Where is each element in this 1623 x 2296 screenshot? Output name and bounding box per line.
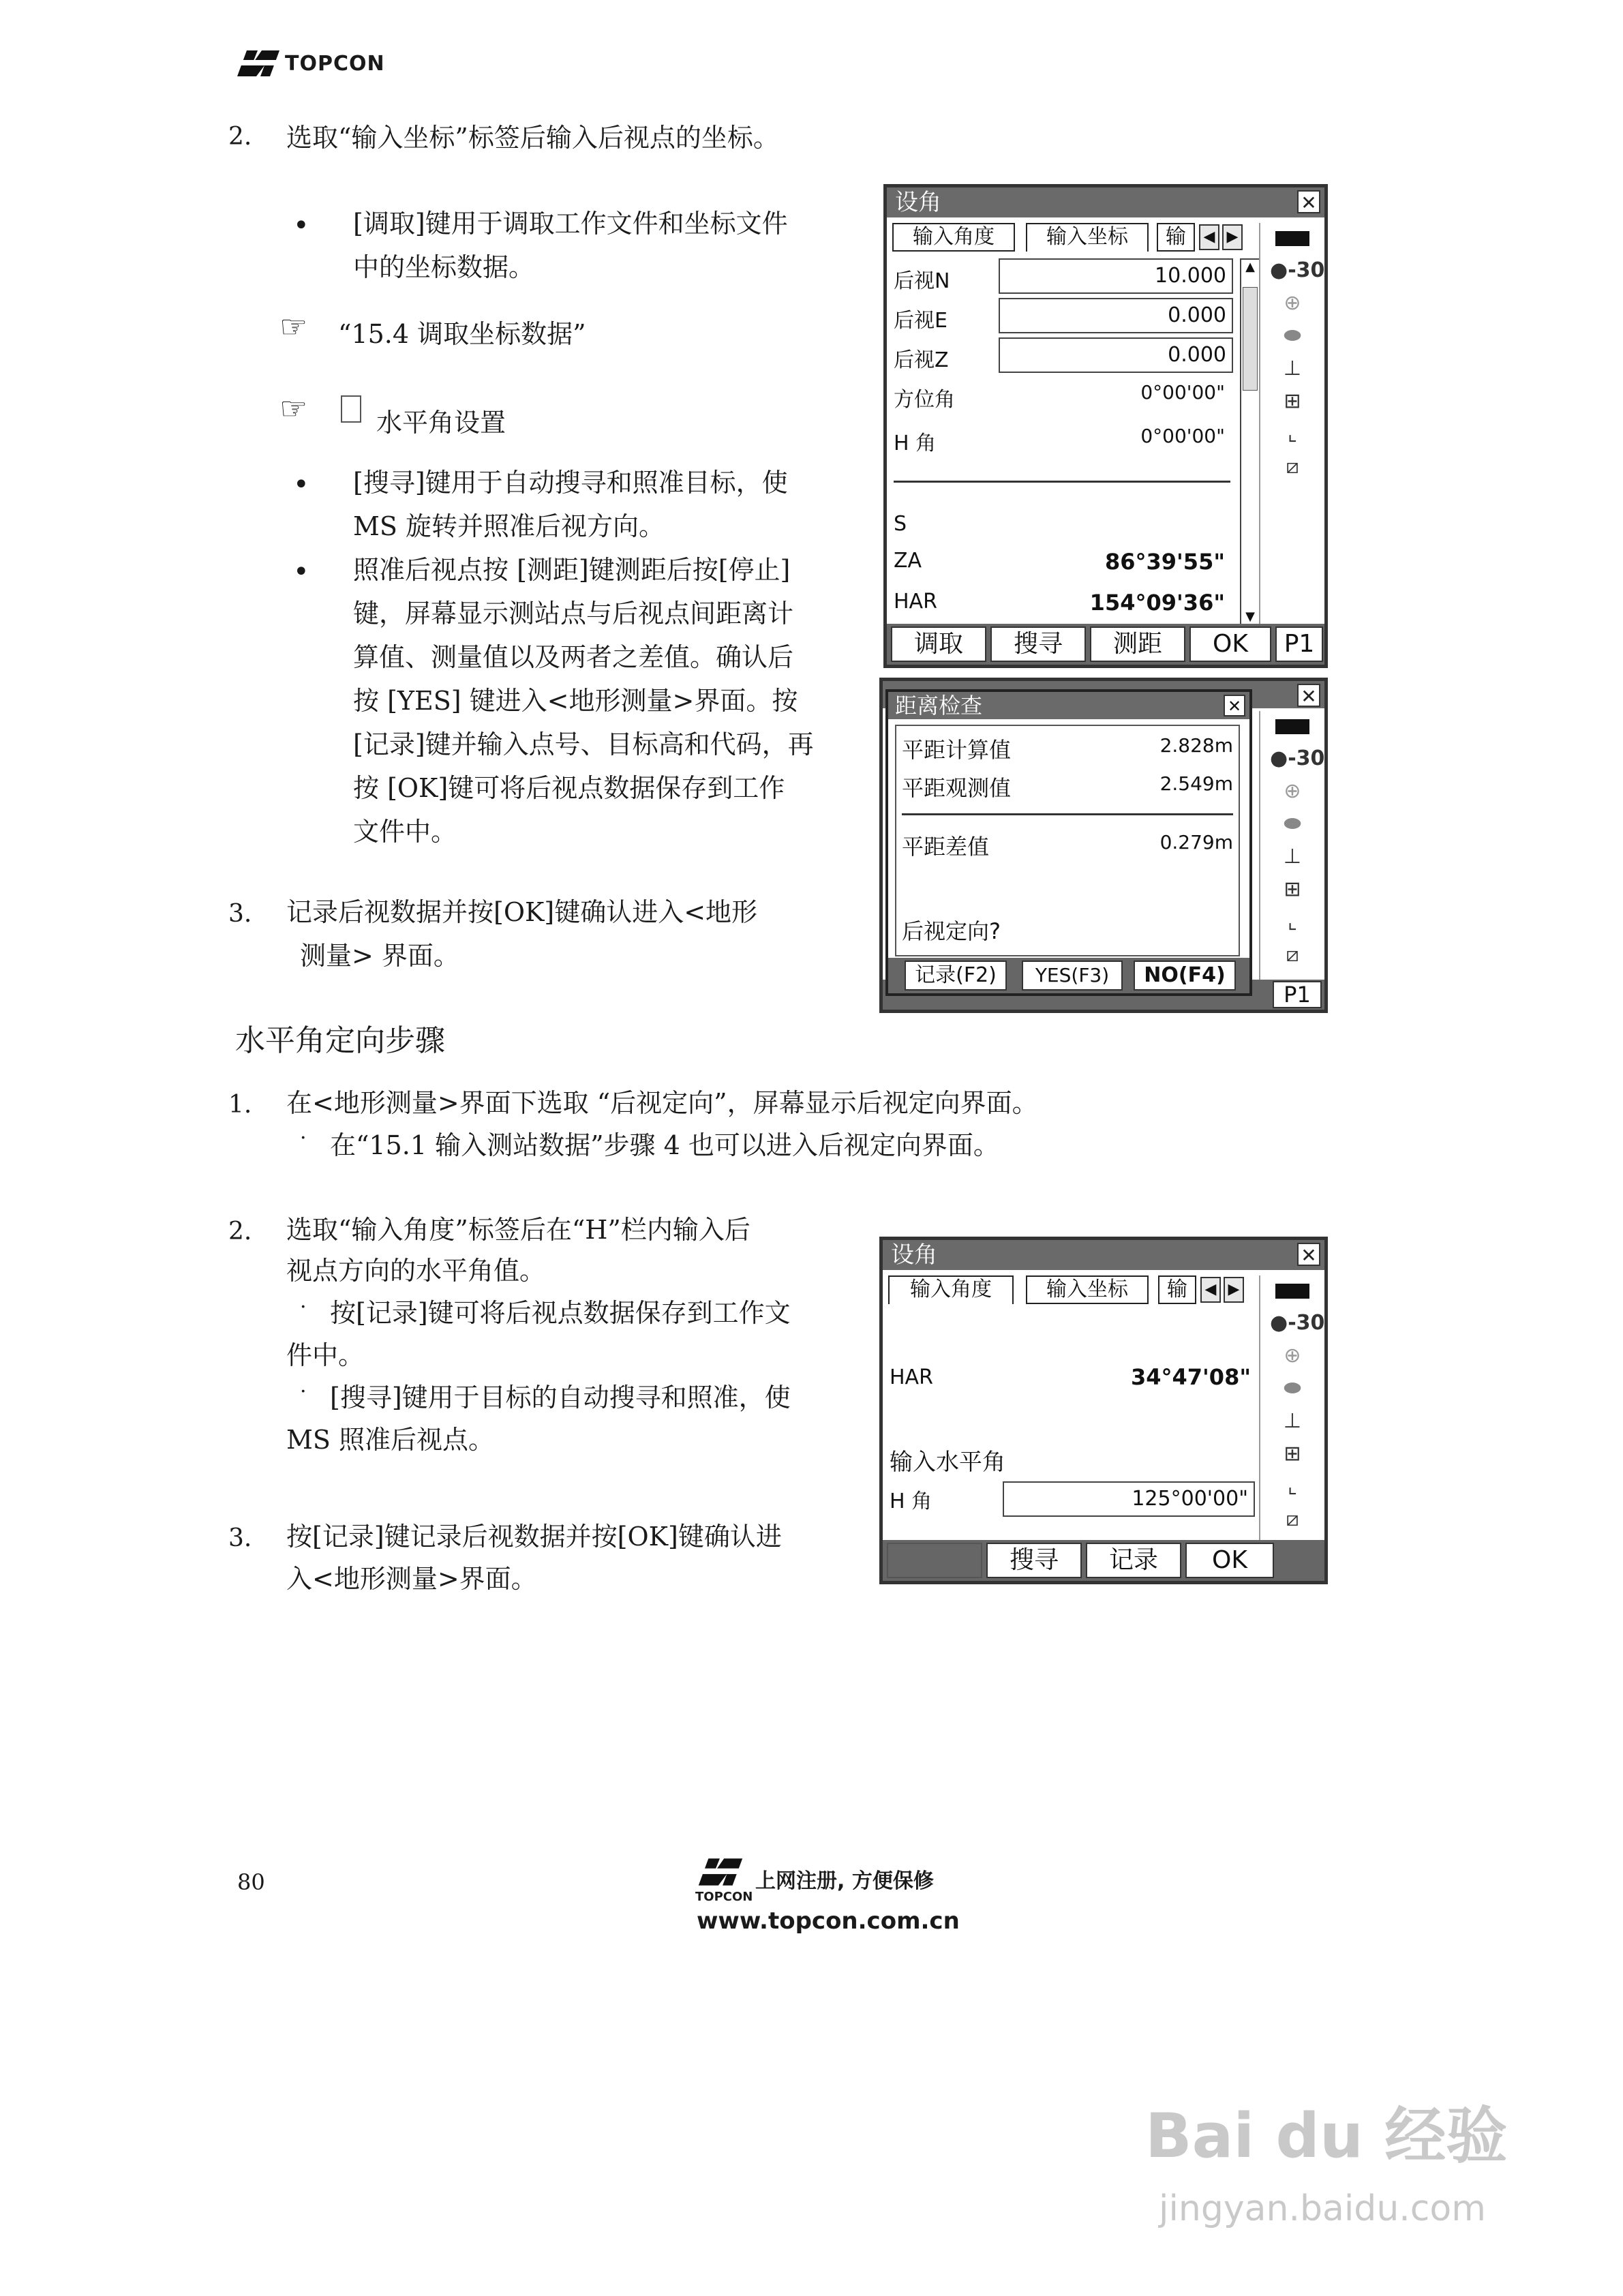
recall-button[interactable]: 调取 <box>891 626 986 662</box>
pointing-hand-icon: ☞ <box>279 390 308 427</box>
footer-url: www.topcon.com.cn <box>697 1907 960 1935</box>
har-value: 34°47'08" <box>1130 1364 1251 1390</box>
instrument-icon: ⊞ <box>1284 389 1301 413</box>
bullet-dot: • <box>293 210 309 241</box>
tab-right-arrow-icon[interactable]: ▶ <box>1222 224 1243 250</box>
ref2-text: 水平角设置 <box>376 408 506 438</box>
bullet3-line: 算值、测量值以及两者之差值。确认后 <box>353 642 794 672</box>
screen2-panel <box>879 678 1328 1013</box>
ok-button[interactable]: OK <box>1189 626 1271 662</box>
dialog-close-button[interactable]: ✕ <box>1224 695 1245 716</box>
tilt-icon: ⊥ <box>1283 1409 1302 1433</box>
bullet2-line2: MS 旋转并照准后视方向。 <box>353 511 665 541</box>
screen1-titlebar <box>887 187 1324 217</box>
status-sidebar <box>1259 1275 1324 1540</box>
s-label: S <box>894 512 907 536</box>
har-label: HAR <box>894 590 937 614</box>
tab-input-angle[interactable]: 输入角度 <box>892 223 1015 252</box>
row-value: 2.549m <box>1159 772 1233 795</box>
s2-number: 2. <box>228 1218 252 1245</box>
screen1-panel <box>883 184 1328 668</box>
header-brand: TOPCON <box>285 52 385 76</box>
bullet2-line1: [搜寻]键用于自动搜寻和照准目标，使 <box>353 468 788 498</box>
screen1-title: 设角 <box>895 189 941 216</box>
bullet1-line2: 中的坐标数据。 <box>353 252 535 282</box>
topcon-logo-icon <box>232 46 286 82</box>
prism-constant: ●-30 <box>1270 1311 1325 1335</box>
tab-input-coord[interactable]: 输入坐标 <box>1026 1275 1149 1304</box>
prism-constant: ●-30 <box>1270 746 1325 770</box>
row-label: 平距观测值 <box>902 775 1012 801</box>
input-mode-icon: ⧄ <box>1286 943 1299 967</box>
s2-b1-line1: 按[记录]键可将后视点数据保存到工作文 <box>330 1298 791 1328</box>
bullet3-line: 文件中。 <box>353 817 457 847</box>
prism-constant: ●-30 <box>1270 258 1325 282</box>
row-value: 2.828m <box>1159 734 1233 757</box>
step3a-line1: 记录后视数据并按[OK]键确认进入<地形 <box>286 897 758 927</box>
battery-icon <box>1270 714 1315 741</box>
input-hangle-label: 输入水平角 <box>890 1449 1005 1476</box>
target-icon: ⊕ <box>1284 1344 1301 1368</box>
h-angle-label: H 角 <box>894 432 937 455</box>
scroll-thumb[interactable] <box>1243 287 1258 391</box>
footer-brand: TOPCON <box>695 1890 753 1904</box>
section-title: 水平角定向步骤 <box>235 1023 445 1058</box>
step3a-number: 3. <box>228 900 252 928</box>
prism-constant-value: -30 <box>1288 258 1325 282</box>
za-label: ZA <box>894 549 922 573</box>
tab-input-angle[interactable]: 输入角度 <box>888 1275 1014 1304</box>
backsight-n-field[interactable]: 10.000 <box>999 258 1233 294</box>
bullet-dot: · <box>300 1126 307 1150</box>
s2-line1: 选取“输入角度”标签后在“H”栏内输入后 <box>286 1215 750 1245</box>
row-label: 平距差值 <box>902 834 990 860</box>
za-value: 86°39'55" <box>1104 549 1225 575</box>
tab-left-arrow-icon[interactable]: ◀ <box>1200 1277 1221 1303</box>
bullet3-line: 按 [OK]键可将后视点数据保存到工作 <box>353 773 785 803</box>
step3a-line2: 测量> 界面。 <box>300 941 459 971</box>
battery-icon <box>1270 1278 1315 1305</box>
step2a-text: 选取“输入坐标”标签后输入后视点的坐标。 <box>286 123 779 153</box>
pointing-hand-icon: ☞ <box>279 308 308 345</box>
screen3-title: 设角 <box>891 1241 937 1269</box>
h-angle-value: 0°00'00" <box>1140 425 1225 447</box>
s2-b2-line1: [搜寻]键用于目标的自动搜寻和照准，使 <box>330 1383 791 1413</box>
s3-number: 3. <box>228 1524 252 1552</box>
s3-line2: 入<地形测量>界面。 <box>286 1564 537 1594</box>
signal-icon: ⌞ <box>1287 422 1298 446</box>
step2a-number: 2. <box>228 123 252 151</box>
s1-number: 1. <box>228 1091 252 1119</box>
scroll-down-icon[interactable]: ▼ <box>1245 609 1255 624</box>
page-button[interactable]: P1 <box>1273 981 1322 1008</box>
bullet3 <box>353 548 814 854</box>
prism-constant-value: -30 <box>1288 1311 1325 1335</box>
watermark-brand: Bai du 经验 <box>1145 2100 1508 2172</box>
laser-icon: ⬬ <box>1284 1376 1301 1400</box>
dialog-button-bar <box>888 958 1249 993</box>
backsight-z-field[interactable]: 0.000 <box>999 337 1233 373</box>
s1-text: 在<地形测量>界面下选取 “后视定向”，屏幕显示后视定向界面。 <box>286 1088 1038 1118</box>
bullet-dot: • <box>293 469 309 500</box>
footer-slogan: 上网注册, 方便保修 <box>755 1869 934 1893</box>
search-button[interactable]: 搜寻 <box>986 1543 1082 1578</box>
footer-logo <box>693 1854 979 1936</box>
baidu-watermark <box>1145 2086 1568 2263</box>
divider <box>902 813 1233 815</box>
dialog-body <box>895 725 1240 956</box>
page-number: 80 <box>237 1869 265 1895</box>
h-angle-label: H 角 <box>890 1490 932 1513</box>
s1-sub: 在“15.1 输入测站数据”步骤 4 也可以进入后视定向界面。 <box>330 1130 999 1160</box>
tab-more[interactable]: 输 <box>1157 223 1195 252</box>
scroll-up-icon[interactable]: ▲ <box>1245 260 1255 274</box>
record-button[interactable]: 记录 <box>1086 1543 1181 1578</box>
tab-more[interactable]: 输 <box>1158 1275 1196 1304</box>
bullet3-line: [记录]键并输入点号、目标高和代码，再 <box>353 729 814 759</box>
bullet1-line1: [调取]键用于调取工作文件和坐标文件 <box>353 209 788 239</box>
tab-input-coord[interactable]: 输入坐标 <box>1026 223 1149 252</box>
tilt-icon: ⊥ <box>1283 357 1302 380</box>
distance-check-dialog <box>885 689 1252 996</box>
s3-line1: 按[记录]键记录后视数据并按[OK]键确认进 <box>286 1522 782 1552</box>
bullet-dot: · <box>300 1295 307 1319</box>
tab-right-arrow-icon[interactable]: ▶ <box>1224 1277 1244 1303</box>
ok-button[interactable]: OK <box>1185 1543 1274 1578</box>
bullet-dot: • <box>293 556 309 588</box>
signal-icon: ⌞ <box>1287 910 1298 934</box>
s2-b2-line2: MS 照准后视点。 <box>286 1425 495 1455</box>
close-button[interactable]: ✕ <box>1297 1243 1320 1266</box>
close-button[interactable]: ✕ <box>1297 190 1320 213</box>
yes-button[interactable]: YES(F3) <box>1022 961 1123 991</box>
watermark-url: jingyan.baidu.com <box>1159 2188 1486 2229</box>
input-mode-icon: ⧄ <box>1286 455 1299 479</box>
search-button[interactable]: 搜寻 <box>990 626 1086 662</box>
screen3-panel <box>879 1237 1328 1584</box>
dialog-title: 距离检查 <box>895 693 983 719</box>
prism-constant-value: -30 <box>1288 746 1325 770</box>
divider <box>894 481 1230 483</box>
har-label: HAR <box>890 1365 933 1389</box>
empty-softkey[interactable] <box>887 1543 982 1578</box>
har-value: 154°09'36" <box>1089 590 1225 616</box>
azimuth-label: 方位角 <box>894 388 955 412</box>
instrument-icon: ⊞ <box>1284 877 1301 901</box>
laser-icon: ⬬ <box>1284 812 1301 836</box>
dialog-titlebar <box>888 692 1249 719</box>
row-label: 后视E <box>894 309 947 333</box>
bullet-dot: · <box>300 1380 307 1404</box>
s2-b1-line2: 件中。 <box>286 1340 365 1370</box>
azimuth-value: 0°00'00" <box>1140 381 1225 404</box>
ref1-text: “15.4 调取坐标数据” <box>338 319 586 349</box>
bullet3-line: 照准后视点按 [测距]键测距后按[停止] <box>353 555 791 585</box>
backsight-e-field[interactable]: 0.000 <box>999 298 1233 333</box>
record-button[interactable]: 记录(F2) <box>905 961 1007 991</box>
target-icon: ⊕ <box>1284 779 1301 803</box>
status-sidebar <box>1259 711 1324 980</box>
s2-line2: 视点方向的水平角值。 <box>286 1256 546 1286</box>
scrollbar[interactable] <box>1240 258 1260 626</box>
softkey-bar <box>883 1540 1324 1581</box>
laser-icon: ⬬ <box>1284 324 1301 348</box>
signal-icon: ⌞ <box>1287 1475 1298 1498</box>
row-label: 后视N <box>894 269 950 293</box>
screen3-titlebar <box>883 1240 1324 1270</box>
battery-icon <box>1270 226 1315 253</box>
instrument-icon: ⊞ <box>1284 1442 1301 1466</box>
row-value: 0.279m <box>1159 831 1233 854</box>
measure-button[interactable]: 测距 <box>1090 626 1185 662</box>
header-logo <box>232 42 385 83</box>
key-icon <box>341 395 361 423</box>
row-label: 平距计算值 <box>902 737 1012 763</box>
target-icon: ⊕ <box>1284 291 1301 315</box>
row-label: 后视Z <box>894 348 949 372</box>
tilt-icon: ⊥ <box>1283 845 1302 868</box>
h-angle-field[interactable]: 125°00'00" <box>1003 1481 1255 1517</box>
bullet3-line: 按 [YES] 键进入<地形测量>界面。按 <box>353 686 798 716</box>
softkey-bar <box>887 624 1324 665</box>
tab-left-arrow-icon[interactable]: ◀ <box>1199 224 1219 250</box>
page-button[interactable]: P1 <box>1275 626 1323 662</box>
close-button[interactable]: ✕ <box>1297 684 1320 707</box>
no-button[interactable]: NO(F4) <box>1134 961 1236 991</box>
backsight-question: 后视定向? <box>902 918 1001 944</box>
input-mode-icon: ⧄ <box>1286 1507 1299 1531</box>
topcon-logo-icon <box>693 1854 750 1891</box>
bullet3-line: 键，屏幕显示测站点与后视点间距离计 <box>353 599 794 629</box>
status-sidebar <box>1259 223 1324 624</box>
